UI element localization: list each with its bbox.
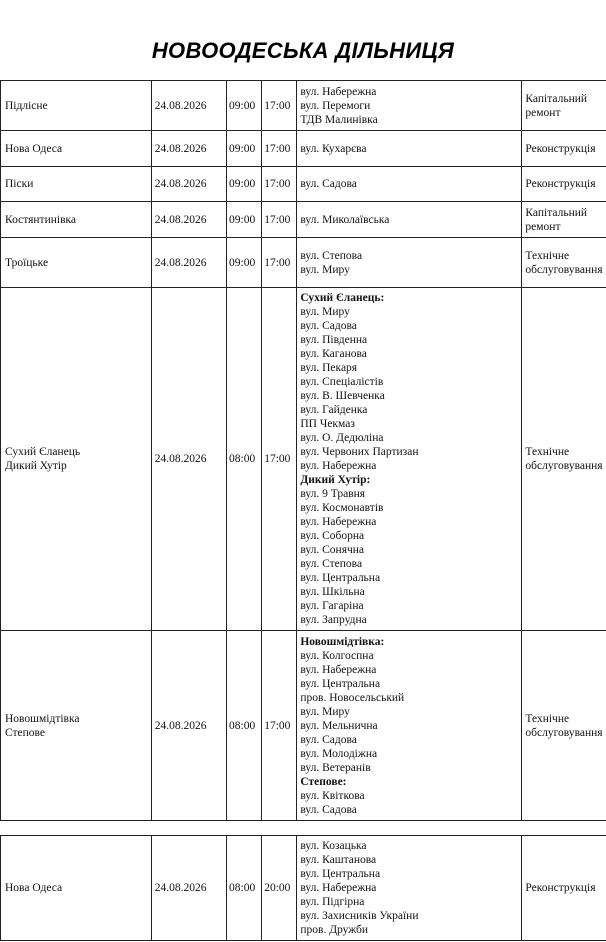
cell-line: Реконструкція (525, 882, 596, 894)
settlement-heading: Сухий Єланець: (300, 292, 385, 304)
settlement-cell (1, 836, 152, 941)
street-line: вул. Кухарєва (300, 142, 367, 155)
street-line: вул. Мельнична (300, 719, 378, 732)
work-type-cell (522, 131, 606, 167)
start-time-cell: 09:00 (227, 202, 262, 238)
street-line: вул. Молодіжна (300, 747, 378, 760)
street-line: вул. Колгоспна (300, 649, 374, 662)
street-line: пров. Дружби (300, 924, 369, 936)
cell-line: Нова Одеса (5, 882, 63, 894)
street-line: вул. Каштанова (300, 854, 377, 866)
street-line: вул. Захисників України (300, 910, 419, 922)
street-line: вул. Спеціалістів (300, 376, 384, 388)
settlement-heading: Новошмідтівка: (300, 635, 385, 648)
end-time-cell: 17:00 (262, 631, 297, 821)
date-cell: 24.08.2026 (151, 631, 226, 821)
start-time-cell: 08:00 (227, 836, 262, 941)
cell-line: Реконструкція (525, 178, 596, 190)
start-time-cell: 09:00 (227, 81, 262, 131)
cell-line: Підлісне (5, 99, 48, 112)
cell-line: Троїцьке (5, 256, 49, 269)
street-line: вул. Запрудна (300, 614, 367, 626)
start-time-cell: 09:00 (227, 131, 262, 167)
streets-cell (297, 131, 522, 167)
work-type-cell (522, 238, 606, 288)
settlement-cell (1, 288, 152, 631)
street-line: вул. Набережна (300, 85, 377, 98)
street-line: вул. Набережна (300, 882, 377, 894)
street-line: вул. Підгірна (300, 896, 365, 908)
street-line: вул. Соборна (300, 530, 365, 542)
street-line: вул. Садова (300, 803, 357, 816)
cell-line: ремонт (525, 106, 561, 119)
street-line: вул. Степова (300, 249, 363, 262)
street-line: вул. Південна (300, 334, 368, 346)
end-time-cell: 20:00 (262, 836, 297, 941)
date-cell: 24.08.2026 (151, 167, 226, 202)
end-time-cell: 17:00 (262, 131, 297, 167)
street-line: вул. Козацька (300, 840, 367, 852)
street-line: вул. Гайденка (300, 404, 368, 416)
cell-line: ремонт (525, 220, 561, 233)
street-line: вул. Набережна (300, 516, 377, 528)
cell-line: Піски (5, 178, 34, 190)
end-time-cell: 17:00 (262, 288, 297, 631)
cell-line: обслуговування (525, 726, 603, 739)
street-line: вул. В. Шевченка (300, 390, 385, 402)
end-time-cell: 17:00 (262, 167, 297, 202)
street-line: вул. Космонавтів (300, 502, 384, 514)
settlement-cell (1, 81, 152, 131)
street-line: вул. Сонячна (300, 544, 365, 556)
table-row (1, 238, 606, 288)
settlement-heading: Степове: (300, 775, 347, 788)
cell-line: Степове (5, 726, 46, 739)
page-title: НОВООДЕСЬКА ДІЛЬНИЦЯ (151, 38, 455, 63)
work-type-cell (522, 202, 606, 238)
cell-line: Капітальний (525, 206, 588, 219)
streets-cell (297, 288, 522, 631)
date-cell: 24.08.2026 (151, 202, 226, 238)
street-line: пров. Новосельський (300, 691, 405, 704)
end-time-cell: 17:00 (262, 202, 297, 238)
cell-line: Реконструкція (525, 142, 596, 155)
street-line: вул. Червоних Партизан (300, 446, 419, 458)
street-line: вул. 9 Травня (300, 488, 366, 500)
table-row (1, 131, 606, 167)
street-line: вул. Садова (300, 178, 357, 190)
end-time-cell: 17:00 (262, 81, 297, 131)
street-line: вул. Каганова (300, 348, 367, 360)
cell-line: обслуговування (525, 263, 603, 276)
street-line: вул. Набережна (300, 460, 377, 472)
street-line: вул. Центральна (300, 868, 381, 880)
cell-line: Новошмідтівка (5, 712, 80, 725)
cell-line: обслуговування (525, 460, 603, 472)
cell-line: Сухий Єланець (5, 446, 81, 458)
settlement-cell (1, 631, 152, 821)
street-line: вул. О. Дедюліна (300, 432, 384, 444)
start-time-cell: 08:00 (227, 631, 262, 821)
street-line: вул. Перемоги (300, 99, 371, 112)
street-line: вул. Садова (300, 320, 357, 332)
end-time-cell: 17:00 (262, 238, 297, 288)
street-line: вул. Миру (300, 306, 350, 318)
street-line: вул. Квіткова (300, 789, 365, 802)
street-line: вул. Гагаріна (300, 600, 364, 612)
street-line: вул. Садова (300, 733, 357, 746)
street-line: вул. Набережна (300, 663, 377, 676)
street-line: вул. Центральна (300, 677, 381, 690)
settlement-cell (1, 167, 152, 202)
streets-cell (297, 202, 522, 238)
date-cell: 24.08.2026 (151, 81, 226, 131)
cell-line: Технічне (525, 446, 570, 458)
streets-cell (297, 238, 522, 288)
date-cell: 24.08.2026 (151, 238, 226, 288)
street-line: вул. Миру (300, 263, 350, 276)
streets-cell (297, 81, 522, 131)
street-line: вул. Степова (300, 558, 363, 570)
streets-cell (297, 836, 522, 941)
cell-line: Костянтинівка (5, 213, 77, 226)
work-type-cell (522, 631, 606, 821)
table-row (1, 167, 606, 202)
work-type-cell (522, 836, 606, 941)
table-row (1, 288, 606, 631)
date-cell: 24.08.2026 (151, 288, 226, 631)
date-cell: 24.08.2026 (151, 131, 226, 167)
date-cell: 24.08.2026 (151, 836, 226, 941)
cell-line: Нова Одеса (5, 142, 63, 155)
work-type-cell (522, 288, 606, 631)
settlement-cell (1, 131, 152, 167)
street-line: вул. Миру (300, 705, 350, 718)
settlement-cell (1, 238, 152, 288)
street-line: вул. Центральна (300, 572, 381, 584)
streets-cell (297, 167, 522, 202)
cell-line: Технічне (525, 712, 570, 725)
cell-line: Дикий Хутір (5, 460, 67, 472)
table-row (1, 836, 606, 941)
settlement-heading: Дикий Хутір: (300, 474, 371, 486)
table-row (1, 202, 606, 238)
work-type-cell (522, 167, 606, 202)
streets-cell (297, 631, 522, 821)
street-line: ТДВ Малинівка (300, 113, 378, 126)
settlement-cell (1, 202, 152, 238)
street-line: вул. Шкільна (300, 586, 365, 598)
start-time-cell: 09:00 (227, 167, 262, 202)
street-line: ПП Чекмаз (300, 418, 355, 430)
cell-line: Технічне (525, 249, 570, 262)
schedule-table (0, 80, 606, 821)
street-line: вул. Пекаря (300, 362, 358, 374)
schedule-table-continued (0, 835, 606, 941)
start-time-cell: 09:00 (227, 238, 262, 288)
cell-line: Капітальний (525, 92, 588, 105)
street-line: вул. Ветеранів (300, 761, 371, 774)
work-type-cell (522, 81, 606, 131)
table-row (1, 631, 606, 821)
table-row (1, 81, 606, 131)
street-line: вул. Миколаївська (300, 213, 390, 226)
start-time-cell: 08:00 (227, 288, 262, 631)
